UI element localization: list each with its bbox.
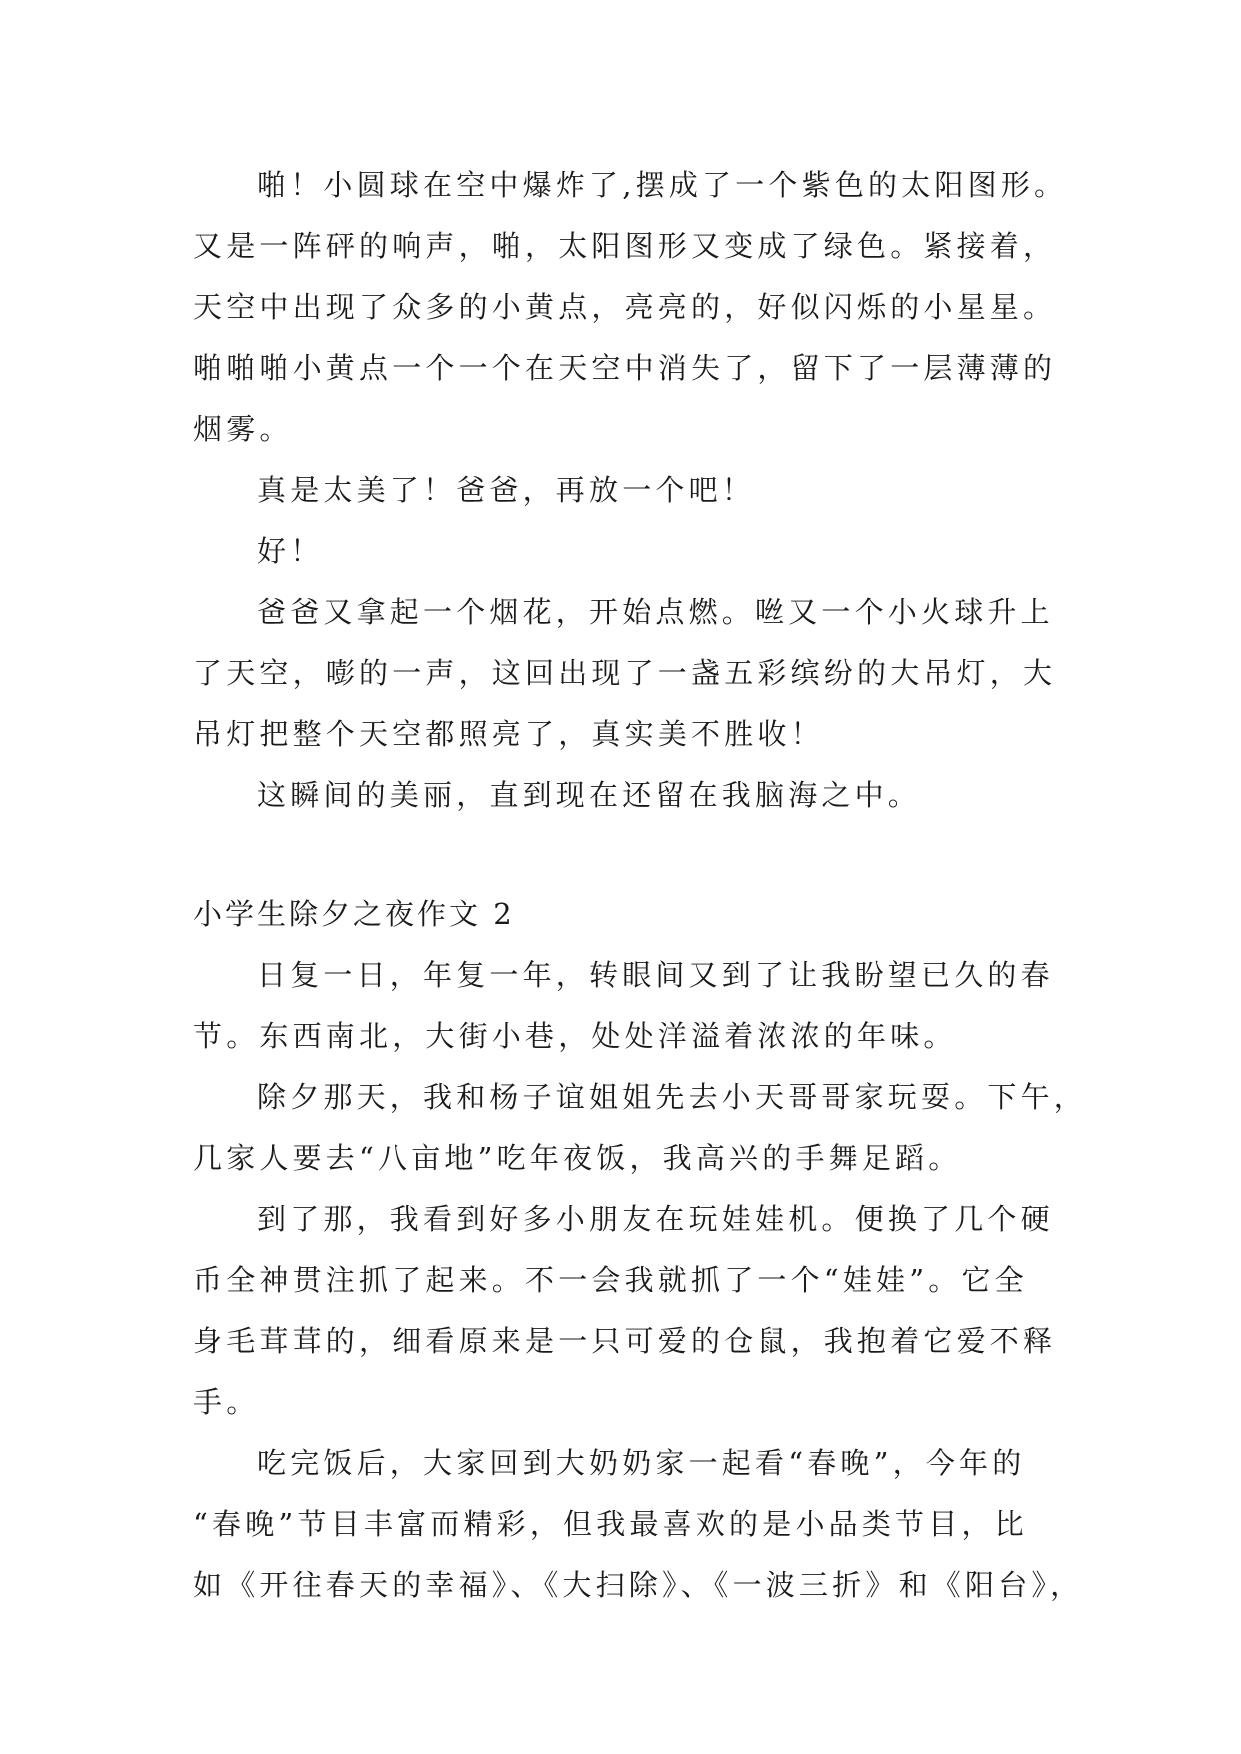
paragraph-line: 除夕那天，我和杨子谊姐姐先去小天哥哥家玩耍。下午，	[257, 1080, 1088, 1114]
essay-heading: 小学生除夕之夜作文 2	[193, 897, 515, 931]
section-gap	[193, 826, 1073, 884]
paragraph-line: 吊灯把整个天空都照亮了，真实美不胜收！	[193, 717, 824, 751]
paragraph-line: 这瞬间的美丽，直到现在还留在我脑海之中。	[257, 778, 922, 812]
paragraph-line: 如《开往春天的幸福》、《大扫除》、《一波三折》和《阳台》，	[193, 1568, 1084, 1602]
paragraph-line: 吃完饭后，大家回到大奶奶家一起看“春晚”，今年的	[257, 1446, 1026, 1480]
paragraph-line: 币全神贯注抓了起来。不一会我就抓了一个“娃娃”。它全	[193, 1263, 1028, 1297]
paragraph-line: 又是一阵砰的响声，啪，太阳图形又变成了绿色。紧接着，	[193, 229, 1057, 263]
paragraph-line: “春晚”节目丰富而精彩，但我最喜欢的是小品类节目，比	[193, 1507, 1028, 1541]
paragraph-line: 手。	[193, 1385, 260, 1419]
paragraph-line: 啪！小圆球在空中爆炸了,摆成了一个紫色的太阳图形。	[257, 168, 1068, 202]
paragraph-line: 了天空，嘭的一声，这回出现了一盏五彩缤纷的大吊灯，大	[193, 656, 1057, 690]
paragraph-line: 真是太美了！爸爸，再放一个吧！	[257, 473, 756, 507]
paragraph-line: 天空中出现了众多的小黄点，亮亮的，好似闪烁的小星星。	[193, 290, 1057, 324]
paragraph-line: 身毛茸茸的，细看原来是一只可爱的仓鼠，我抱着它爱不释	[193, 1324, 1057, 1358]
essay-body	[193, 155, 1088, 1616]
paragraph-line: 好！	[257, 534, 324, 568]
paragraph-line: 啪啪啪小黄点一个一个在天空中消失了，留下了一层薄薄的	[193, 351, 1057, 385]
paragraph-line: 爸爸又拿起一个烟花，开始点燃。咝又一个小火球升上	[257, 595, 1054, 629]
paragraph-line: 日复一日，年复一年，转眼间又到了让我盼望已久的春	[257, 958, 1054, 992]
paragraph-line: 节。东西南北，大街小巷，处处洋溢着浓浓的年味。	[193, 1019, 957, 1053]
paragraph-line: 烟雾。	[193, 412, 293, 446]
paragraph-line: 几家人要去“八亩地”吃年夜饭，我高兴的手舞足蹈。	[193, 1141, 962, 1175]
paragraph-line: 到了那，我看到好多小朋友在玩娃娃机。便换了几个硬	[257, 1202, 1054, 1236]
